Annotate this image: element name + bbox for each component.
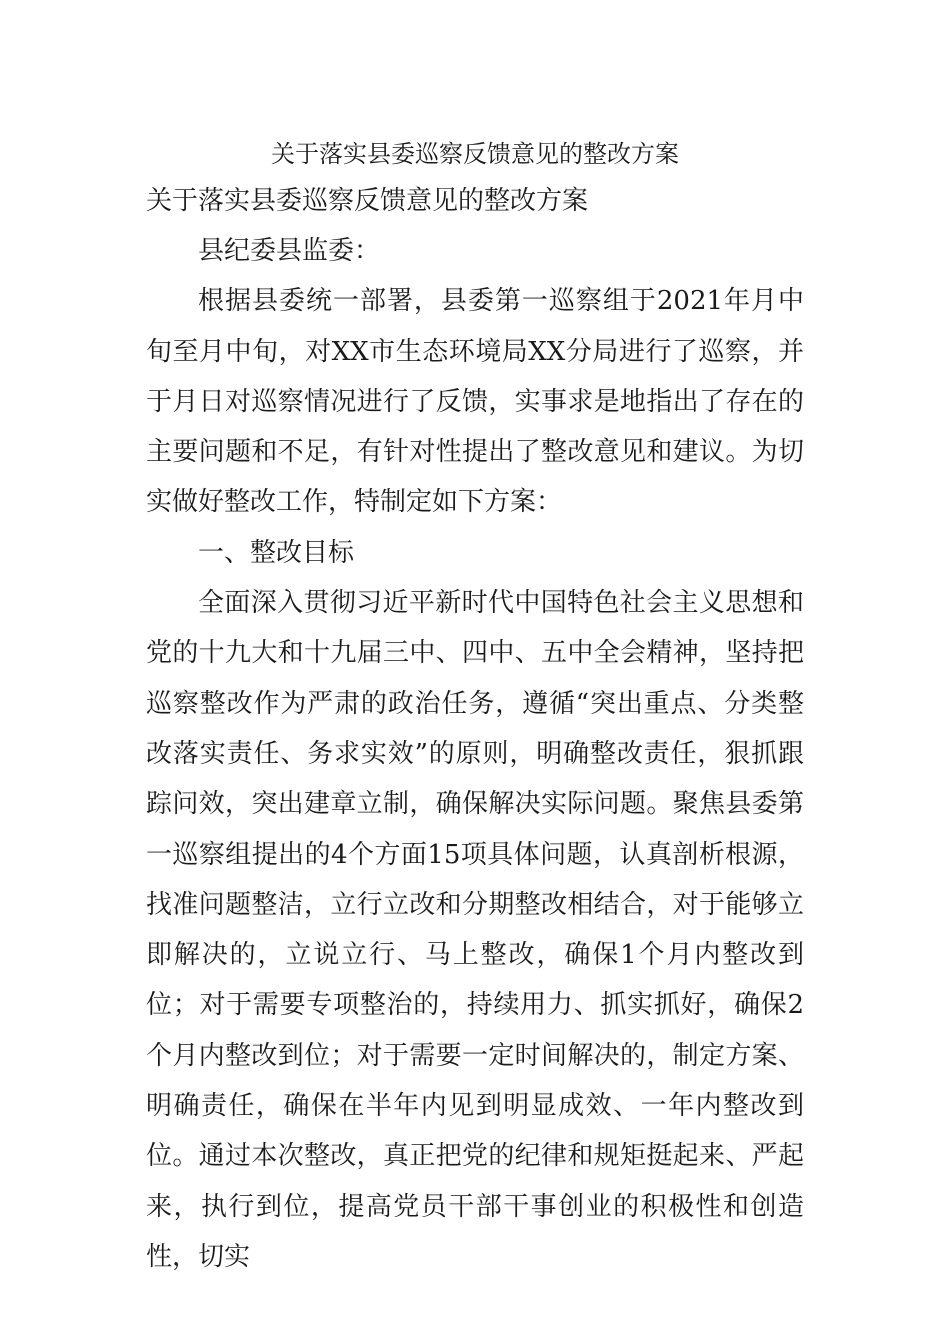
paragraph-intro: 根据县委统一部署，县委第一巡察组于2021年月中旬至月中旬，对XX市生态环境局XX分局进行了巡察，并于月日对巡察情况进行了反馈，实事求是地指出了存在的主要问题和不足，有针对性提出了整改意见和建议。为切实做好整改工作，特制定如下方案： [146, 286, 804, 518]
document-title: 关于落实县委巡察反馈意见的整改方案 [271, 140, 679, 168]
section-heading: 一、整改目标 [198, 537, 355, 568]
paragraph-goals: 全面深入贯彻习近平新时代中国特色社会主义思想和党的十九大和十九届三中、四中、五中全会精神，坚持把巡察整改作为严肃的政治任务，遵循“突出重点、分类整改落实责任、务求实效”的原则，明确整改责任，狠抓跟踪问效，突出建章立制，确保解决实际问题。聚焦县委第一巡察组提出的4个方面15项具体问题，认真剖析根源，找准问题整洁，立行立改和分期整改相结合，对于能够立即解决的，立说立行、马上整改，确保1个月内整改到位；对于需要专项整治的，持续用力、抓实抓好，确保2个月内整改到位；对于需要一定时间解决的，制定方案、明确责任，确保在半年内见到明显成效、一年内整改到位。通过本次整改，真正把党的纪律和规矩挺起来、严起来，执行到位，提高党员干部干事创业的积极性和创造性，切实 [146, 588, 804, 1272]
document-body [146, 226, 804, 1282]
salutation: 县纪委县监委： [198, 236, 381, 266]
document-subtitle: 关于落实县委巡察反馈意见的整改方案 [146, 186, 589, 216]
